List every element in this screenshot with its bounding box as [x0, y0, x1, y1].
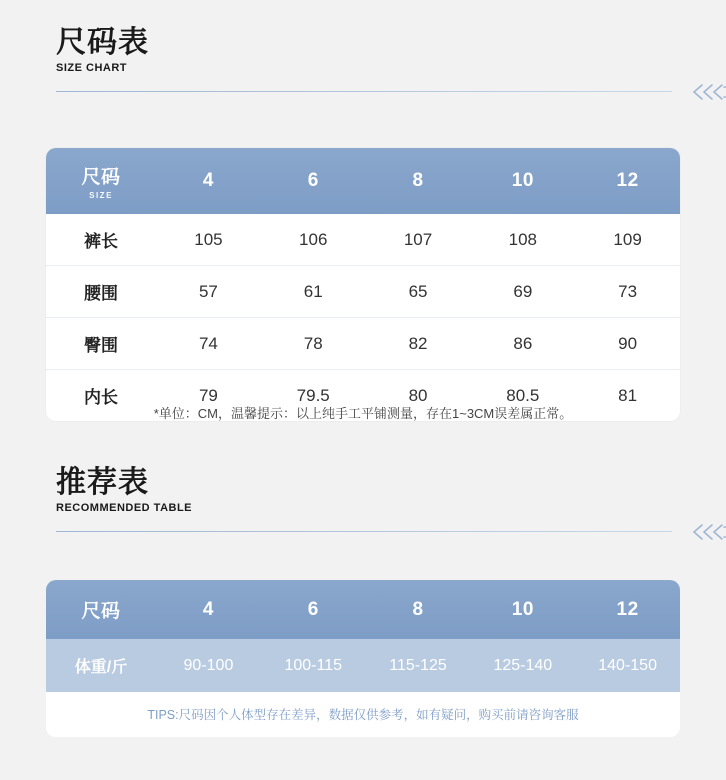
row-value: 78: [303, 333, 323, 353]
header-cell-6: 6: [307, 598, 319, 620]
table-row: [46, 266, 680, 318]
row-value: 74: [198, 333, 218, 353]
table-row: [46, 318, 680, 370]
row-value: 109: [613, 229, 642, 249]
recommended-header-row: [46, 580, 680, 639]
row-label: 内长: [84, 388, 119, 407]
recommended-table: [46, 580, 680, 737]
row-value: 82: [408, 333, 428, 353]
row-value: 106: [299, 229, 328, 249]
row-value: 105: [194, 229, 223, 249]
header-size-en: SIZE: [89, 191, 113, 200]
row-value: 73: [618, 281, 638, 301]
row-value: 81: [618, 385, 638, 405]
divider-line: [56, 91, 672, 92]
size-chart-heading: [0, 26, 726, 101]
row-label: 臀围: [84, 336, 119, 355]
header-cell-6: 6: [307, 170, 319, 191]
row-value: 57: [198, 281, 218, 301]
row-value: 79.5: [296, 385, 330, 405]
row-value: 69: [513, 281, 533, 301]
header-cell-4: 4: [202, 598, 214, 620]
size-chart-title-en: SIZE CHART: [56, 62, 127, 74]
header-cell-12: 12: [616, 598, 639, 620]
table-row: [46, 639, 680, 692]
header-size-cn: 尺码: [81, 167, 121, 188]
header-cell-4: 4: [202, 170, 214, 191]
header-cell-12: 12: [616, 170, 639, 191]
recommended-table-heading: [0, 466, 726, 541]
row-value: 125-140: [493, 656, 553, 674]
recommended-divider: [56, 523, 726, 541]
size-chart-title-cn: 尺码表: [56, 26, 149, 59]
row-value: 108: [508, 229, 537, 249]
header-cell-size: [46, 148, 156, 214]
row-value: 115-125: [389, 656, 447, 674]
measurement-note: *单位：CM，温馨提示：以上纯手工平铺测量，存在1~3CM误差属正常。: [153, 406, 573, 421]
row-value: 90: [618, 333, 638, 353]
row-label: 裤长: [84, 232, 119, 251]
arrow-decoration-icon: [672, 523, 726, 541]
row-value: 80.5: [506, 385, 540, 405]
row-value: 65: [408, 281, 428, 301]
row-label: 体重/斤: [74, 659, 128, 676]
header-cell-8: 8: [412, 170, 424, 191]
recommended-tips: TIPS:尺码因个人体型存在差异，数据仅供参考，如有疑问，购买前请咨询客服: [46, 692, 680, 737]
size-chart-header-row: [46, 148, 680, 214]
row-value: 80: [408, 385, 428, 405]
header-cell-size: 尺码: [81, 601, 121, 622]
header-cell-10: 10: [511, 598, 534, 620]
row-value: 79: [198, 385, 218, 405]
row-value: 140-150: [598, 656, 657, 674]
row-value: 90-100: [183, 656, 234, 674]
row-label: 腰围: [84, 284, 119, 303]
recommended-title-cn: 推荐表: [56, 466, 149, 499]
row-value: 61: [303, 281, 323, 301]
recommended-title-en: RECOMMENDED TABLE: [56, 502, 193, 514]
table-row: [46, 214, 680, 266]
size-chart-divider: [56, 83, 726, 101]
divider-line: [56, 531, 672, 532]
header-cell-8: 8: [412, 598, 424, 620]
header-cell-10: 10: [511, 170, 534, 191]
row-value: 107: [403, 229, 433, 249]
row-value: 100-115: [284, 656, 342, 674]
arrow-decoration-icon: [672, 83, 726, 101]
row-value: 86: [513, 333, 533, 353]
size-chart-table: [46, 148, 680, 421]
